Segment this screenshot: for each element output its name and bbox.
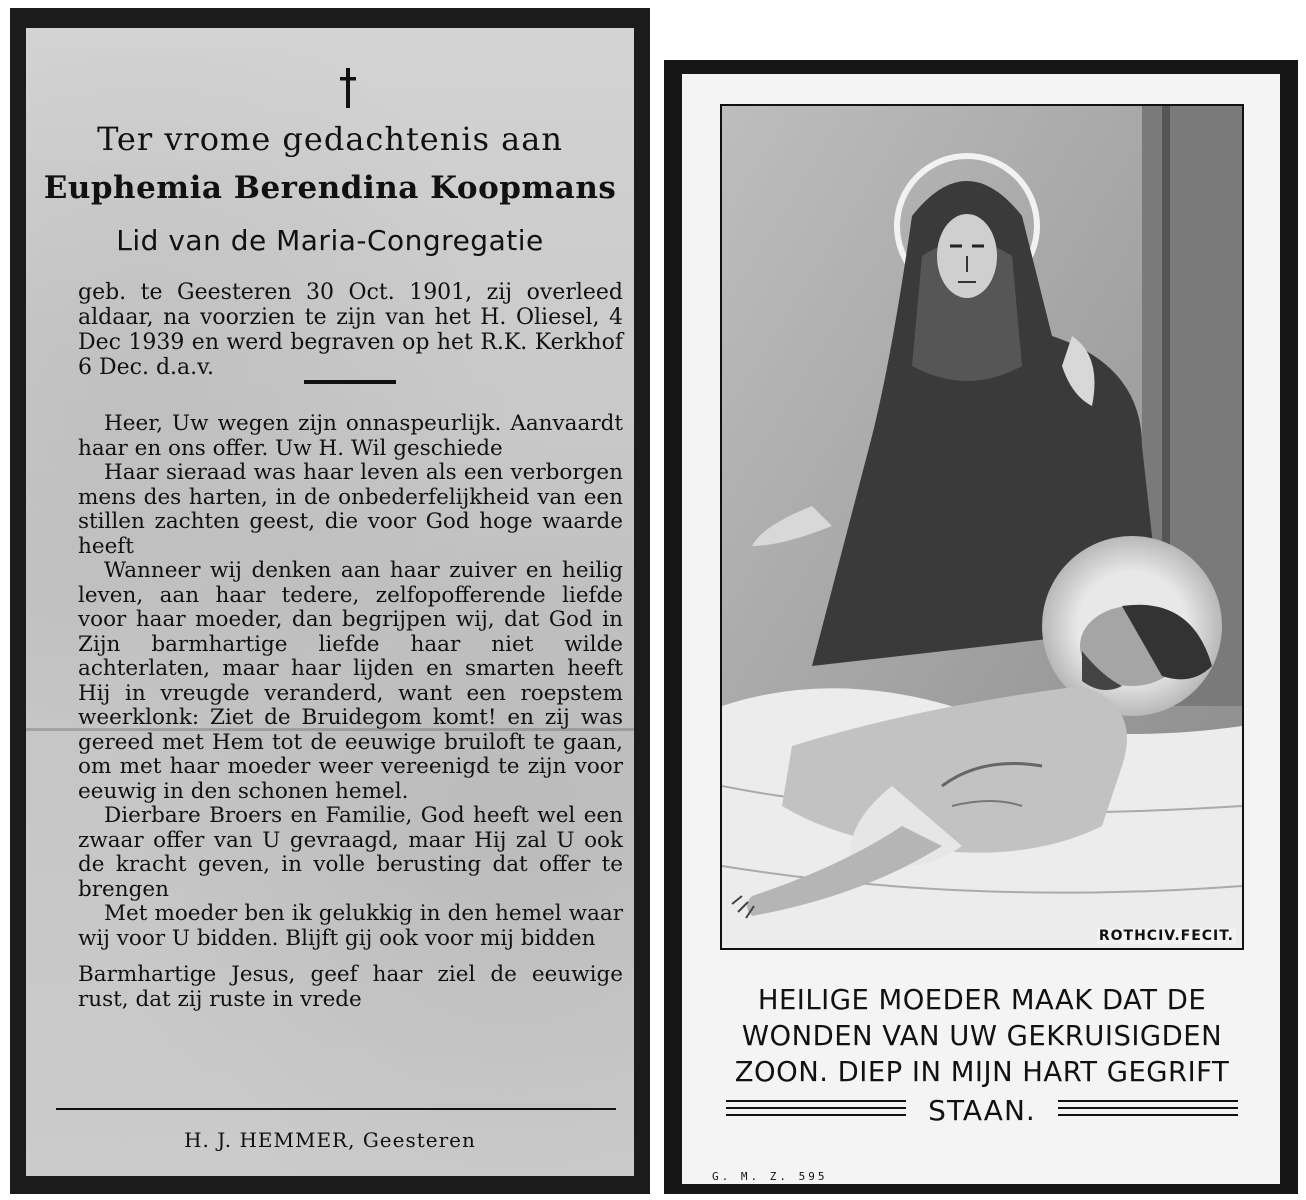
card-image-panel xyxy=(682,74,1280,1184)
paragraph: Met moeder ben ik gelukkig in den hemel waar wij voor U bidden. Blijft gij ook voor mij bidden xyxy=(78,901,623,951)
paragraph: Dierbare Broers en Familie, God heeft wel een zwaar offer van U gevraagd, maar Hij zal U ook de kracht geven, in volle berusting dat offer te brengen xyxy=(78,803,623,902)
memorial-card-image-side xyxy=(664,60,1298,1194)
paragraph: Heer, Uw wegen zijn onnaspeurlijk. Aanvaardt haar en ons offer. Uw H. Wil geschiede xyxy=(78,411,623,461)
verse-ending xyxy=(706,1094,1258,1128)
print-code: G. M. Z. 595 xyxy=(712,1170,828,1183)
paragraph: Wanneer wij denken aan haar zuiver en heilig leven, aan haar tedere, zelfopofferende liefde voor haar moeder, dan begrijpen wij, dat God in Zijn barmhartige liefde haar niet wilde achterlaten, maar haar lijden en smarten heeft Hij in vreugde veranderd, want een roepstem weerklonk: Ziet de Bruidegom komt! en zij was gereed met Hem tot de eeuwige bruiloft te gaan, om met haar moeder weer vereenigd te zijn voor eeuwig in den schonen hemel. xyxy=(78,558,623,804)
cross-icon xyxy=(338,68,358,108)
printer-credit: H. J. HEMMER, Geesteren xyxy=(184,1128,476,1152)
verse-last-word: STAAN. xyxy=(928,1094,1036,1127)
deceased-name: Euphemia Berendina Koopmans xyxy=(43,170,617,206)
memorial-card-text-side xyxy=(10,8,650,1194)
closing-prayer: Barmhartige Jesus, geef haar ziel de eeuwige rust, dat zij ruste in vrede xyxy=(78,962,623,1012)
birth-death-details: geb. te Geesteren 30 Oct. 1901, zij overleed aldaar, na voorzien te zijn van het H. Oliesel, 4 Dec 1939 en werd begraven op het R.K. Kerkhof 6 Dec. d.a.v. xyxy=(78,280,623,380)
membership-line: Lid van de Maria-Congregatie xyxy=(116,224,544,257)
divider xyxy=(304,380,396,384)
pieta-illustration xyxy=(720,104,1244,950)
card-heading: Ter vrome gedachtenis aan xyxy=(97,120,563,158)
prayer-verse: HEILIGE MOEDER MAAK DAT DE WONDEN VAN UW GEKRUISIGDEN ZOON. DIEP IN MIJN HART GEGRIFT xyxy=(734,983,1230,1088)
artist-signature: ROTHCIV.FECIT. xyxy=(1098,928,1234,944)
bottom-divider xyxy=(56,1108,616,1110)
decorative-lines xyxy=(1058,1100,1238,1122)
card-text-panel xyxy=(26,28,634,1176)
paragraph: Haar sieraad was haar leven als een verborgen mens des harten, in de onbederfelijkheid van een stillen zachten geest, die voor God hoge waarde heeft xyxy=(78,460,623,559)
madonna-and-christ-drawing xyxy=(722,106,1242,948)
memorial-text xyxy=(78,412,623,1012)
